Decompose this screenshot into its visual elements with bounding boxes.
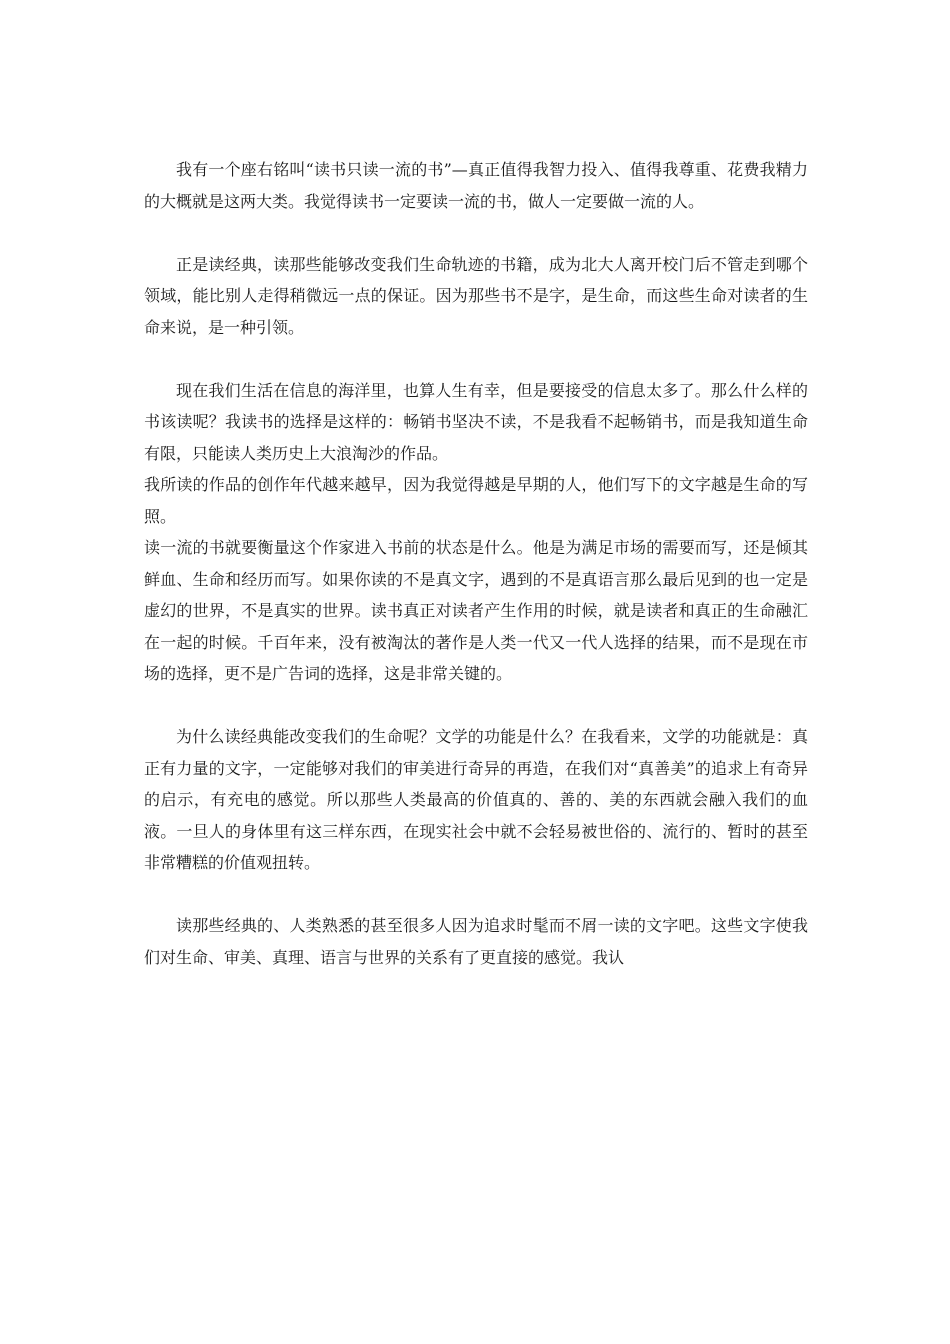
article-body [144, 154, 808, 973]
paragraph-information: 现在我们生活在信息的海洋里，也算人生有幸，但是要接受的信息太多了。那么什么样的书该读呢？我读书的选择是这样的：畅销书坚决不读，不是我看不起畅销书，而是我知道生命有限，只能读人类历史上大浪淘沙的作品。 [144, 380, 808, 463]
paragraph-first-rate-books: 读一流的书就要衡量这个作家进入书前的状态是什么。他是为满足市场的需要而写，还是倾其鲜血、生命和经历而写。如果你读的不是真文字，遇到的不是真语言那么最后见到的也一定是虚幻的世界，不是真实的世界。读书真正对读者产生作用的时候，就是读者和真正的生命融汇在一起的时候。千百年来，没有被淘汰的著作是人类一代又一代人选择的结果，而不是现在市场的选择，更不是广告词的选择，这是非常关键的。 [144, 538, 808, 683]
paragraph-literature-function: 为什么读经典能改变我们的生命呢？文学的功能是什么？在我看来，文学的功能就是：真正有力量的文字，一定能够对我们的审美进行奇异的再造，在我们对“真善美”的追求上有奇异的启示，有充电的感觉。所以那些人类最高的价值真的、善的、美的东西就会融入我们的血液。一旦人的身体里有这三样东西，在现实社会中就不会轻易被世俗的、流行的、暂时的甚至非常糟糕的价值观扭转。 [144, 727, 808, 872]
paragraph-early-works: 我所读的作品的创作年代越来越早，因为我觉得越是早期的人，他们写下的文字越是生命的写照。 [144, 475, 808, 526]
paragraph-motto: 我有一个座右铭叫“读书只读一流的书”—真正值得我智力投入、值得我尊重、花费我精力的大概就是这两大类。我觉得读书一定要读一流的书，做人一定要做一流的人。 [144, 160, 808, 211]
paragraph-classics: 正是读经典，读那些能够改变我们生命轨迹的书籍，成为北大人离开校门后不管走到哪个领域，能比别人走得稍微远一点的保证。因为那些书不是字，是生命，而这些生命对读者的生命来说，是一种引领。 [144, 254, 808, 337]
paragraph-read-classics: 读那些经典的、人类熟悉的甚至很多人因为追求时髦而不屑一读的文字吧。这些文字使我们对生命、审美、真理、语言与世界的关系有了更直接的感觉。我认 [144, 916, 808, 967]
